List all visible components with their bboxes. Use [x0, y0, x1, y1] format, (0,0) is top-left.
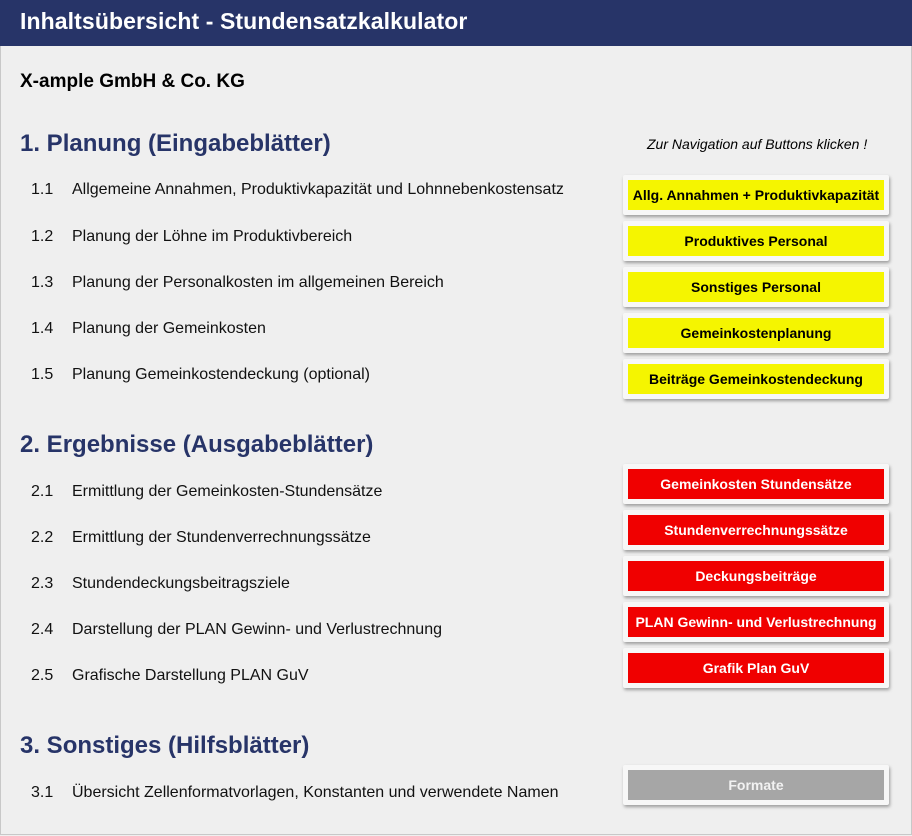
sonstiges-personal-button[interactable]: [623, 267, 889, 307]
button-label: Gemeinkostenplanung: [628, 318, 884, 348]
stundenverrechnungssaetze-button[interactable]: [623, 510, 889, 550]
item-description: Planung der Löhne im Produktivbereich: [72, 228, 353, 245]
item-description: Übersicht Zellenformatvorlagen, Konstanten und verwendete Namen: [72, 784, 559, 801]
button-label: Beiträge Gemeinkostendeckung: [628, 364, 884, 394]
item-description: Planung der Personalkosten im allgemeinen Bereich: [72, 274, 444, 291]
item-number: 2.3: [31, 575, 54, 592]
item-number: 3.1: [31, 784, 54, 801]
plan-guv-button[interactable]: [623, 602, 889, 642]
produktives-personal-button[interactable]: [623, 221, 889, 261]
button-label: Stundenverrechnungssätze: [628, 515, 884, 545]
button-label: PLAN Gewinn- und Verlustrechnung: [628, 607, 884, 637]
item-number: 2.1: [31, 483, 54, 500]
item-number: 2.5: [31, 667, 54, 684]
button-label: Produktives Personal: [628, 226, 884, 256]
item-description: Ermittlung der Gemeinkosten-Stundensätze: [72, 483, 383, 500]
item-number: 1.2: [31, 228, 54, 245]
item-number: 2.2: [31, 529, 54, 546]
item-description: Grafische Darstellung PLAN GuV: [72, 667, 309, 684]
company-name: X-ample GmbH & Co. KG: [20, 71, 245, 92]
button-label: Formate: [628, 770, 884, 800]
beitraege-gemeinkostendeckung-button[interactable]: [623, 359, 889, 399]
allg-annahmen-button[interactable]: [623, 175, 889, 215]
button-label: Gemeinkosten Stundensätze: [628, 469, 884, 499]
button-label: Deckungsbeiträge: [628, 561, 884, 591]
item-number: 1.4: [31, 320, 54, 337]
gemeinkostenplanung-button[interactable]: [623, 313, 889, 353]
item-description: Allgemeine Annahmen, Produktivkapazität und Lohnnebenkostensatz: [72, 181, 564, 198]
deckungsbeitraege-button[interactable]: [623, 556, 889, 596]
item-number: 1.5: [31, 366, 54, 383]
item-number: 1.3: [31, 274, 54, 291]
grafik-plan-guv-button[interactable]: [623, 648, 889, 688]
item-number: 1.1: [31, 181, 54, 198]
title-bar: [0, 0, 912, 46]
item-description: Darstellung der PLAN Gewinn- und Verlustrechnung: [72, 621, 442, 638]
button-label: Grafik Plan GuV: [628, 653, 884, 683]
item-description: Ermittlung der Stundenverrechnungssätze: [72, 529, 371, 546]
item-number: 2.4: [31, 621, 54, 638]
formate-button[interactable]: [623, 765, 889, 805]
section-title-planung: 1. Planung (Eingabeblätter): [20, 130, 331, 157]
section-title-sonstiges: 3. Sonstiges (Hilfsblätter): [20, 732, 310, 759]
page-title: Inhaltsübersicht - Stundensatzkalkulator: [20, 8, 468, 34]
gemeinkosten-stundensaetze-button[interactable]: [623, 464, 889, 504]
section-title-ergebnisse: 2. Ergebnisse (Ausgabeblätter): [20, 431, 374, 458]
item-description: Stundendeckungsbeitragsziele: [72, 575, 290, 592]
button-label: Allg. Annahmen + Produktivkapazität: [628, 180, 884, 210]
item-description: Planung der Gemeinkosten: [72, 320, 266, 337]
navigation-hint: Zur Navigation auf Buttons klicken !: [647, 136, 868, 152]
item-description: Planung Gemeinkostendeckung (optional): [72, 366, 370, 383]
button-label: Sonstiges Personal: [628, 272, 884, 302]
